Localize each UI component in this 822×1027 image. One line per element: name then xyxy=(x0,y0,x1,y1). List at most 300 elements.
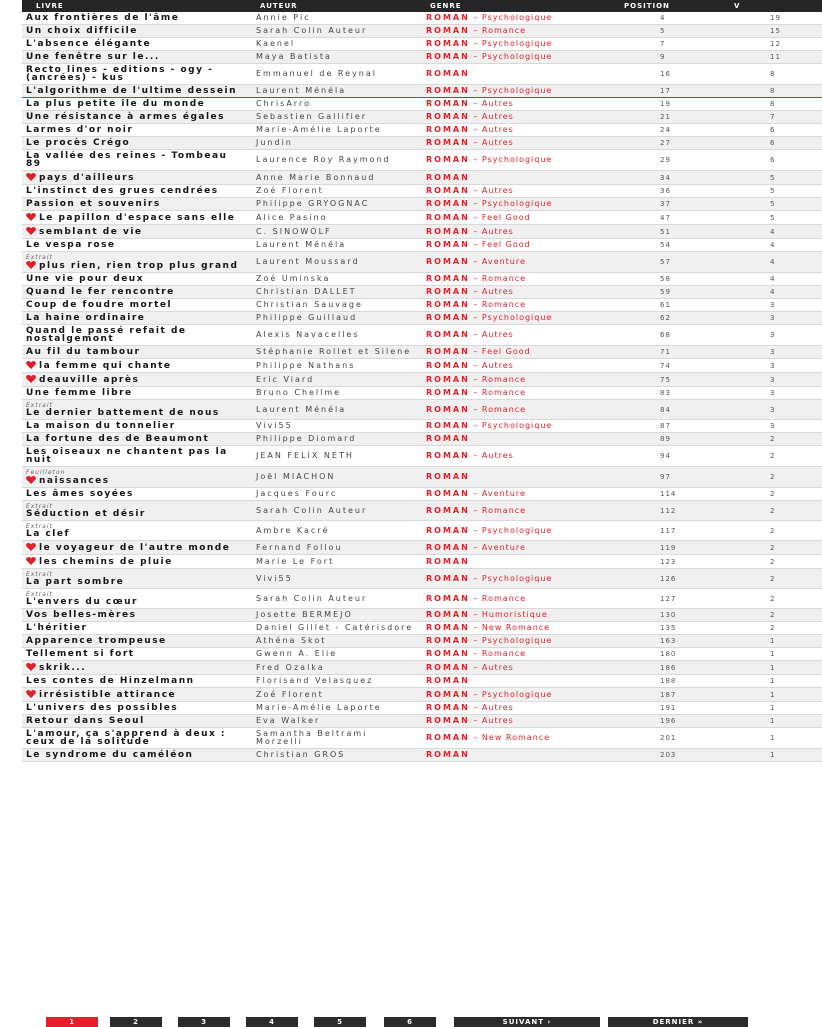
table-row[interactable] xyxy=(22,299,822,312)
book-title-link[interactable] xyxy=(26,27,246,35)
book-title-link[interactable] xyxy=(26,227,246,236)
author-link[interactable]: Emmanuel de Reynal xyxy=(256,69,377,78)
table-row[interactable] xyxy=(22,675,822,688)
genre-label[interactable]: ROMAN xyxy=(426,199,470,208)
book-title-link[interactable] xyxy=(26,213,246,222)
author-link[interactable]: Alice Pasino xyxy=(256,212,328,222)
book-cell xyxy=(22,569,246,589)
genre-label[interactable]: ROMAN xyxy=(426,388,470,397)
votes-value: 6 xyxy=(770,126,776,134)
subgenre-label[interactable]: Feel Good xyxy=(481,240,531,249)
table-row[interactable] xyxy=(22,521,822,541)
column-header-votes[interactable]: V xyxy=(734,2,741,10)
table-row[interactable] xyxy=(22,85,822,98)
genre-label[interactable]: ROMAN xyxy=(426,421,470,430)
author-link[interactable]: Maya Batista xyxy=(256,52,332,61)
author-link[interactable]: Marie-Amélie Laporte xyxy=(256,703,382,712)
book-title-link[interactable] xyxy=(26,677,246,685)
book-title-link[interactable] xyxy=(26,717,246,725)
genre-label[interactable]: ROMAN xyxy=(426,26,470,35)
genre-label[interactable]: ROMAN xyxy=(426,610,470,619)
book-title-text: Larmes d'or noir xyxy=(26,125,134,135)
author-link[interactable]: Laurent Moussard xyxy=(256,257,360,266)
page-button-3[interactable]: 3 xyxy=(178,1017,230,1027)
author-link[interactable]: Philippe Diomard xyxy=(256,434,357,443)
votes-value: 6 xyxy=(770,139,776,147)
column-header-genre[interactable]: GENRE xyxy=(430,2,462,10)
table-row[interactable] xyxy=(22,198,822,211)
genre-cell xyxy=(416,286,612,299)
author-link[interactable]: Athéna Skot xyxy=(256,636,327,645)
genre-label[interactable]: ROMAN xyxy=(426,313,470,322)
subgenre-label[interactable]: Romance xyxy=(481,388,527,397)
book-title-link[interactable] xyxy=(26,690,246,699)
votes-value: 1 xyxy=(770,663,776,672)
book-title-text: skrik... xyxy=(39,663,87,673)
author-link[interactable]: C. SINOWOLF xyxy=(256,226,332,236)
subgenre-label[interactable]: Psychologique xyxy=(481,421,553,430)
author-link[interactable]: Sarah Colin Auteur xyxy=(256,593,368,603)
table-row[interactable] xyxy=(22,622,822,635)
book-title-link[interactable] xyxy=(26,275,246,283)
subgenre-label[interactable]: Psychologique xyxy=(481,689,553,699)
book-title-link[interactable] xyxy=(26,598,246,606)
book-title-link[interactable] xyxy=(26,361,246,370)
table-row[interactable] xyxy=(22,137,822,150)
column-header-author[interactable]: AUTEUR xyxy=(260,2,298,10)
table-row[interactable] xyxy=(22,325,822,346)
subgenre-label[interactable]: Autres xyxy=(481,125,514,134)
author-link[interactable]: Sebastien Gallifier xyxy=(256,112,368,121)
author-link[interactable]: Gwenn A. Elie xyxy=(256,649,338,658)
table-row[interactable] xyxy=(22,728,822,749)
subgenre-label[interactable]: Romance xyxy=(481,274,527,283)
subgenre-label[interactable]: Romance xyxy=(481,649,527,658)
subgenre-label[interactable]: Psychologique xyxy=(481,155,553,164)
author-link[interactable]: Eric Viard xyxy=(256,374,315,384)
genre-label[interactable]: ROMAN xyxy=(426,623,470,632)
author-link[interactable]: Laurence Roy Raymond xyxy=(256,155,391,164)
table-row[interactable] xyxy=(22,171,822,185)
genre-separator: – xyxy=(469,733,482,742)
author-link[interactable]: Zoé Florent xyxy=(256,689,324,699)
genre-label[interactable]: ROMAN xyxy=(426,716,470,725)
table-row[interactable] xyxy=(22,64,822,85)
book-title-link[interactable] xyxy=(26,152,246,168)
book-title-link[interactable] xyxy=(26,409,246,417)
position-value: 112 xyxy=(660,506,677,515)
book-title-link[interactable] xyxy=(26,40,246,48)
book-title-text: Passion et souvenirs xyxy=(26,199,161,209)
author-link[interactable]: Stéphanie Rollet et Silene xyxy=(256,347,412,356)
author-link[interactable]: Fernand Follou xyxy=(256,542,343,552)
author-link[interactable]: Laurent Ménéla xyxy=(256,240,347,249)
book-title-link[interactable] xyxy=(26,66,246,82)
genre-label[interactable]: ROMAN xyxy=(426,226,470,236)
author-link[interactable]: Jacques Fourc xyxy=(256,489,338,498)
book-title-link[interactable] xyxy=(26,100,246,108)
book-title-text: Un choix difficile xyxy=(26,26,138,36)
table-row[interactable] xyxy=(22,252,822,273)
book-cell xyxy=(22,85,246,98)
subgenre-label[interactable]: Psychologique xyxy=(481,39,553,48)
table-row[interactable] xyxy=(22,635,822,648)
book-title-link[interactable] xyxy=(26,663,246,672)
author-link[interactable]: Philippe GRYOGNAC xyxy=(256,199,370,208)
subgenre-label[interactable]: Romance xyxy=(481,505,527,515)
book-title-link[interactable] xyxy=(26,389,246,397)
book-title-link[interactable] xyxy=(26,422,246,430)
table-row[interactable] xyxy=(22,555,822,569)
book-title-link[interactable] xyxy=(26,510,246,518)
genre-label[interactable]: ROMAN xyxy=(426,186,470,195)
book-title-link[interactable] xyxy=(26,14,246,22)
table-row[interactable] xyxy=(22,51,822,64)
last-page-button[interactable]: DERNIER » xyxy=(608,1017,748,1027)
table-row[interactable] xyxy=(22,359,822,373)
subgenre-label[interactable]: Psychologique xyxy=(481,636,553,645)
genre-label[interactable]: ROMAN xyxy=(426,360,470,370)
table-row[interactable] xyxy=(22,38,822,51)
position-value: 37 xyxy=(660,200,671,208)
genre-label[interactable]: ROMAN xyxy=(426,434,470,443)
genre-label[interactable]: ROMAN xyxy=(426,99,470,108)
position-value: 17 xyxy=(660,87,671,95)
subgenre-label[interactable]: Autres xyxy=(481,703,514,712)
book-title-link[interactable] xyxy=(26,624,246,632)
genre-label[interactable]: ROMAN xyxy=(426,733,470,742)
votes-value: 1 xyxy=(770,751,776,759)
table-row[interactable] xyxy=(22,211,822,225)
author-link[interactable]: Vivi55 xyxy=(256,421,293,430)
book-title-text: L'envers du cœur xyxy=(26,597,138,607)
subgenre-label[interactable]: Romance xyxy=(481,593,527,603)
author-link[interactable]: Ambre Kacré xyxy=(256,525,330,535)
genre-label[interactable]: ROMAN xyxy=(426,636,470,645)
book-title-link[interactable] xyxy=(26,375,246,384)
genre-label[interactable]: ROMAN xyxy=(426,451,470,460)
genre-cell xyxy=(416,225,612,239)
table-row[interactable] xyxy=(22,387,822,400)
author-link[interactable]: Josette BERMEJO xyxy=(256,610,353,619)
subgenre-label[interactable]: Autres xyxy=(481,99,514,108)
author-link[interactable]: Eva Walker xyxy=(256,716,321,725)
table-row[interactable] xyxy=(22,273,822,286)
book-title-link[interactable] xyxy=(26,139,246,147)
author-link[interactable]: Zoé Uminska xyxy=(256,274,331,283)
subgenre-label[interactable]: Autres xyxy=(481,138,514,147)
subgenre-label[interactable]: Feel Good xyxy=(481,212,531,222)
table-row[interactable] xyxy=(22,749,822,762)
author-link[interactable]: Sarah Colin Auteur xyxy=(256,505,368,515)
table-row[interactable] xyxy=(22,185,822,198)
author-link[interactable]: JEAN FELIX NETH xyxy=(256,451,354,460)
genre-label[interactable]: ROMAN xyxy=(426,556,470,566)
genre-label[interactable]: ROMAN xyxy=(426,472,470,481)
book-title-link[interactable] xyxy=(26,288,246,296)
book-cell xyxy=(22,346,246,359)
table-row[interactable] xyxy=(22,688,822,702)
genre-label[interactable]: ROMAN xyxy=(426,676,470,685)
author-link[interactable]: Samantha Beltrami Morzelli xyxy=(256,729,368,746)
author-link[interactable]: Kaenel xyxy=(256,39,296,48)
book-title-link[interactable] xyxy=(26,126,246,134)
genre-label[interactable]: ROMAN xyxy=(426,593,470,603)
subgenre-label[interactable]: Psychologique xyxy=(481,313,553,322)
votes-value: 2 xyxy=(770,473,776,481)
page-button-5[interactable]: 5 xyxy=(314,1017,366,1027)
table-row[interactable] xyxy=(22,286,822,299)
subgenre-label[interactable]: Autres xyxy=(481,716,514,725)
author-link[interactable]: Fred Ozalka xyxy=(256,662,325,672)
table-row[interactable] xyxy=(22,346,822,359)
author-link[interactable]: ChrisArro xyxy=(256,99,311,108)
book-cell xyxy=(22,25,246,38)
genre-label[interactable]: ROMAN xyxy=(426,274,470,283)
book-title-link[interactable] xyxy=(26,637,246,645)
genre-label[interactable]: ROMAN xyxy=(426,330,470,339)
genre-label[interactable]: ROMAN xyxy=(426,703,470,712)
author-link[interactable]: Anne Marie Bonnaud xyxy=(256,172,376,182)
genre-label[interactable]: ROMAN xyxy=(426,287,470,296)
book-title-link[interactable] xyxy=(26,543,246,552)
book-title-link[interactable] xyxy=(26,187,246,195)
genre-label[interactable]: ROMAN xyxy=(426,649,470,658)
subgenre-label[interactable]: Autres xyxy=(481,360,514,370)
subgenre-label[interactable]: Romance xyxy=(481,374,527,384)
table-row[interactable] xyxy=(22,373,822,387)
author-link[interactable]: Philippe Nathans xyxy=(256,360,356,370)
author-link[interactable]: Alexis Navacelles xyxy=(256,330,360,339)
author-link[interactable]: Laurent Ménéla xyxy=(256,86,347,95)
author-link[interactable]: Florisand Velasquez xyxy=(256,676,374,685)
book-title-link[interactable] xyxy=(26,751,246,759)
table-row[interactable] xyxy=(22,98,822,111)
book-title-link[interactable] xyxy=(26,704,246,712)
author-link[interactable]: Sarah Colin Auteur xyxy=(256,26,368,35)
book-title-link[interactable] xyxy=(26,435,246,443)
author-link[interactable]: Jundin xyxy=(256,138,293,147)
table-row[interactable] xyxy=(22,589,822,609)
genre-label[interactable]: ROMAN xyxy=(426,155,470,164)
book-title-link[interactable] xyxy=(26,476,246,485)
book-title-link[interactable] xyxy=(26,113,246,121)
author-link[interactable]: Philippe Guillaud xyxy=(256,313,358,322)
table-row[interactable] xyxy=(22,661,822,675)
genre-label[interactable]: ROMAN xyxy=(426,52,470,61)
genre-label[interactable]: ROMAN xyxy=(426,212,470,222)
page-button-6[interactable]: 6 xyxy=(384,1017,436,1027)
book-title-link[interactable] xyxy=(26,490,246,498)
subgenre-label[interactable]: Autres xyxy=(481,662,514,672)
author-link[interactable]: Marie Le Fort xyxy=(256,556,335,566)
column-header-position[interactable]: POSITION xyxy=(624,2,670,10)
table-row[interactable] xyxy=(22,111,822,124)
genre-label[interactable]: ROMAN xyxy=(426,525,470,535)
table-row[interactable] xyxy=(22,400,822,420)
book-title-text: Vos belles-mères xyxy=(26,610,137,620)
table-row[interactable] xyxy=(22,715,822,728)
table-row[interactable] xyxy=(22,446,822,467)
genre-label[interactable]: ROMAN xyxy=(426,505,470,515)
table-row[interactable] xyxy=(22,420,822,433)
genre-cell xyxy=(416,488,612,501)
genre-label[interactable]: ROMAN xyxy=(426,138,470,147)
book-cell xyxy=(22,728,246,749)
genre-label[interactable]: ROMAN xyxy=(426,39,470,48)
genre-separator: – xyxy=(469,300,482,309)
author-link[interactable]: Laurent Ménéla xyxy=(256,404,347,414)
subgenre-label[interactable]: Psychologique xyxy=(481,52,553,61)
subgenre-label[interactable]: Autres xyxy=(481,330,514,339)
author-link[interactable]: Christian DALLET xyxy=(256,287,357,296)
table-row[interactable] xyxy=(22,12,822,25)
genre-label[interactable]: ROMAN xyxy=(426,404,470,414)
table-row[interactable] xyxy=(22,124,822,137)
author-link[interactable]: Daniel Gillet - Catérisdore xyxy=(256,623,414,632)
votes-value: 2 xyxy=(770,490,776,498)
book-title-link[interactable] xyxy=(26,241,246,249)
book-title-link[interactable] xyxy=(26,530,246,538)
genre-label[interactable]: ROMAN xyxy=(426,86,470,95)
author-link[interactable]: Vivi55 xyxy=(256,573,293,583)
genre-label[interactable]: ROMAN xyxy=(426,489,470,498)
genre-label[interactable]: ROMAN xyxy=(426,240,470,249)
book-title-link[interactable] xyxy=(26,650,246,658)
book-title-link[interactable] xyxy=(26,314,246,322)
subgenre-label[interactable]: Humoristique xyxy=(481,610,548,619)
author-link[interactable]: Christian GROS xyxy=(256,750,346,759)
book-title-link[interactable] xyxy=(26,611,246,619)
book-title-link[interactable] xyxy=(26,730,246,746)
author-link[interactable]: Bruno Chellme xyxy=(256,388,342,397)
table-row[interactable] xyxy=(22,569,822,589)
table-row[interactable] xyxy=(22,501,822,521)
book-title-link[interactable] xyxy=(26,448,246,464)
author-link[interactable]: Marie-Amélie Laporte xyxy=(256,125,382,134)
subgenre-label[interactable]: Psychologique xyxy=(481,13,553,22)
author-link[interactable]: Annie Pic xyxy=(256,13,311,22)
genre-label[interactable]: ROMAN xyxy=(426,750,470,759)
book-title-text: la femme qui chante xyxy=(39,361,172,371)
subgenre-label[interactable]: Romance xyxy=(481,300,527,309)
genre-separator: – xyxy=(469,112,482,121)
book-title-link[interactable] xyxy=(26,200,246,208)
subgenre-label[interactable]: Psychologique xyxy=(481,525,553,535)
subgenre-label[interactable]: Autres xyxy=(481,287,514,296)
author-link[interactable]: Zoé Florent xyxy=(256,186,324,195)
table-row[interactable] xyxy=(22,312,822,325)
table-row[interactable] xyxy=(22,433,822,446)
subgenre-label[interactable]: Autres xyxy=(481,186,514,195)
genre-cell xyxy=(416,299,612,312)
table-row[interactable] xyxy=(22,702,822,715)
genre-label[interactable]: ROMAN xyxy=(426,112,470,121)
book-cell xyxy=(22,675,246,688)
genre-label[interactable]: ROMAN xyxy=(426,662,470,672)
page-button-2[interactable]: 2 xyxy=(110,1017,162,1027)
genre-label[interactable]: ROMAN xyxy=(426,347,470,356)
table-row[interactable] xyxy=(22,239,822,252)
table-row[interactable] xyxy=(22,225,822,239)
table-row[interactable] xyxy=(22,25,822,38)
book-title-text: L'héritier xyxy=(26,623,88,633)
book-title-link[interactable] xyxy=(26,53,246,61)
book-title-link[interactable] xyxy=(26,301,246,309)
genre-label[interactable]: ROMAN xyxy=(426,125,470,134)
book-title-text: La part sombre xyxy=(26,577,125,587)
votes-value: 2 xyxy=(770,574,776,583)
table-row[interactable] xyxy=(22,609,822,622)
book-title-link[interactable] xyxy=(26,348,246,356)
subgenre-label[interactable]: Aventure xyxy=(481,489,526,498)
genre-cell xyxy=(416,702,612,715)
subgenre-label[interactable]: Autres xyxy=(481,112,514,121)
author-link[interactable]: Christian Sauvage xyxy=(256,300,363,309)
position-value: 83 xyxy=(660,389,671,397)
table-row[interactable] xyxy=(22,488,822,501)
genre-label[interactable]: ROMAN xyxy=(426,573,470,583)
subgenre-label[interactable]: Psychologique xyxy=(481,573,553,583)
position-value: 24 xyxy=(660,126,671,134)
subgenre-label[interactable]: Aventure xyxy=(481,542,526,552)
subgenre-label[interactable]: New Romance xyxy=(481,733,551,742)
genre-separator: – xyxy=(469,347,482,356)
position-value: 29 xyxy=(660,156,671,164)
subgenre-label[interactable]: Aventure xyxy=(481,257,526,266)
genre-label[interactable]: ROMAN xyxy=(426,689,470,699)
book-title-link[interactable] xyxy=(26,578,246,586)
subgenre-label[interactable]: Romance xyxy=(481,404,527,414)
book-title-link[interactable] xyxy=(26,87,246,95)
book-title-text: Quand le fer rencontre xyxy=(26,287,175,297)
book-title-link[interactable] xyxy=(26,557,246,566)
table-row[interactable] xyxy=(22,648,822,661)
book-title-link[interactable] xyxy=(26,261,246,270)
book-tag: Extrait xyxy=(26,571,53,578)
genre-cell xyxy=(416,728,612,749)
subgenre-label[interactable]: Psychologique xyxy=(481,86,553,95)
table-row[interactable] xyxy=(22,150,822,171)
book-title-link[interactable] xyxy=(26,173,246,182)
column-header-title[interactable]: LIVRE xyxy=(36,2,64,10)
genre-label[interactable]: ROMAN xyxy=(426,542,470,552)
next-page-button[interactable]: SUIVANT › xyxy=(454,1017,600,1027)
genre-label[interactable]: ROMAN xyxy=(426,374,470,384)
book-title-link[interactable] xyxy=(26,327,246,343)
genre-label[interactable]: ROMAN xyxy=(426,69,470,78)
page-button-1[interactable]: 1 xyxy=(46,1017,98,1027)
subgenre-label[interactable]: Psychologique xyxy=(481,199,553,208)
genre-label[interactable]: ROMAN xyxy=(426,257,470,266)
subgenre-label[interactable]: Feel Good xyxy=(481,347,531,356)
genre-label[interactable]: ROMAN xyxy=(426,172,470,182)
subgenre-label[interactable]: Romance xyxy=(481,26,527,35)
subgenre-label[interactable]: Autres xyxy=(481,226,514,236)
genre-separator: – xyxy=(469,525,482,535)
author-link[interactable]: Joël MIACHON xyxy=(256,472,336,481)
table-row[interactable] xyxy=(22,541,822,555)
subgenre-label[interactable]: New Romance xyxy=(481,623,551,632)
votes-value: 2 xyxy=(770,543,776,552)
genre-label[interactable]: ROMAN xyxy=(426,300,470,309)
genre-separator: – xyxy=(469,716,482,725)
page-button-4[interactable]: 4 xyxy=(246,1017,298,1027)
table-row[interactable] xyxy=(22,467,822,488)
genre-label[interactable]: ROMAN xyxy=(426,13,470,22)
votes-value: 8 xyxy=(770,87,776,95)
subgenre-label[interactable]: Autres xyxy=(481,451,514,460)
